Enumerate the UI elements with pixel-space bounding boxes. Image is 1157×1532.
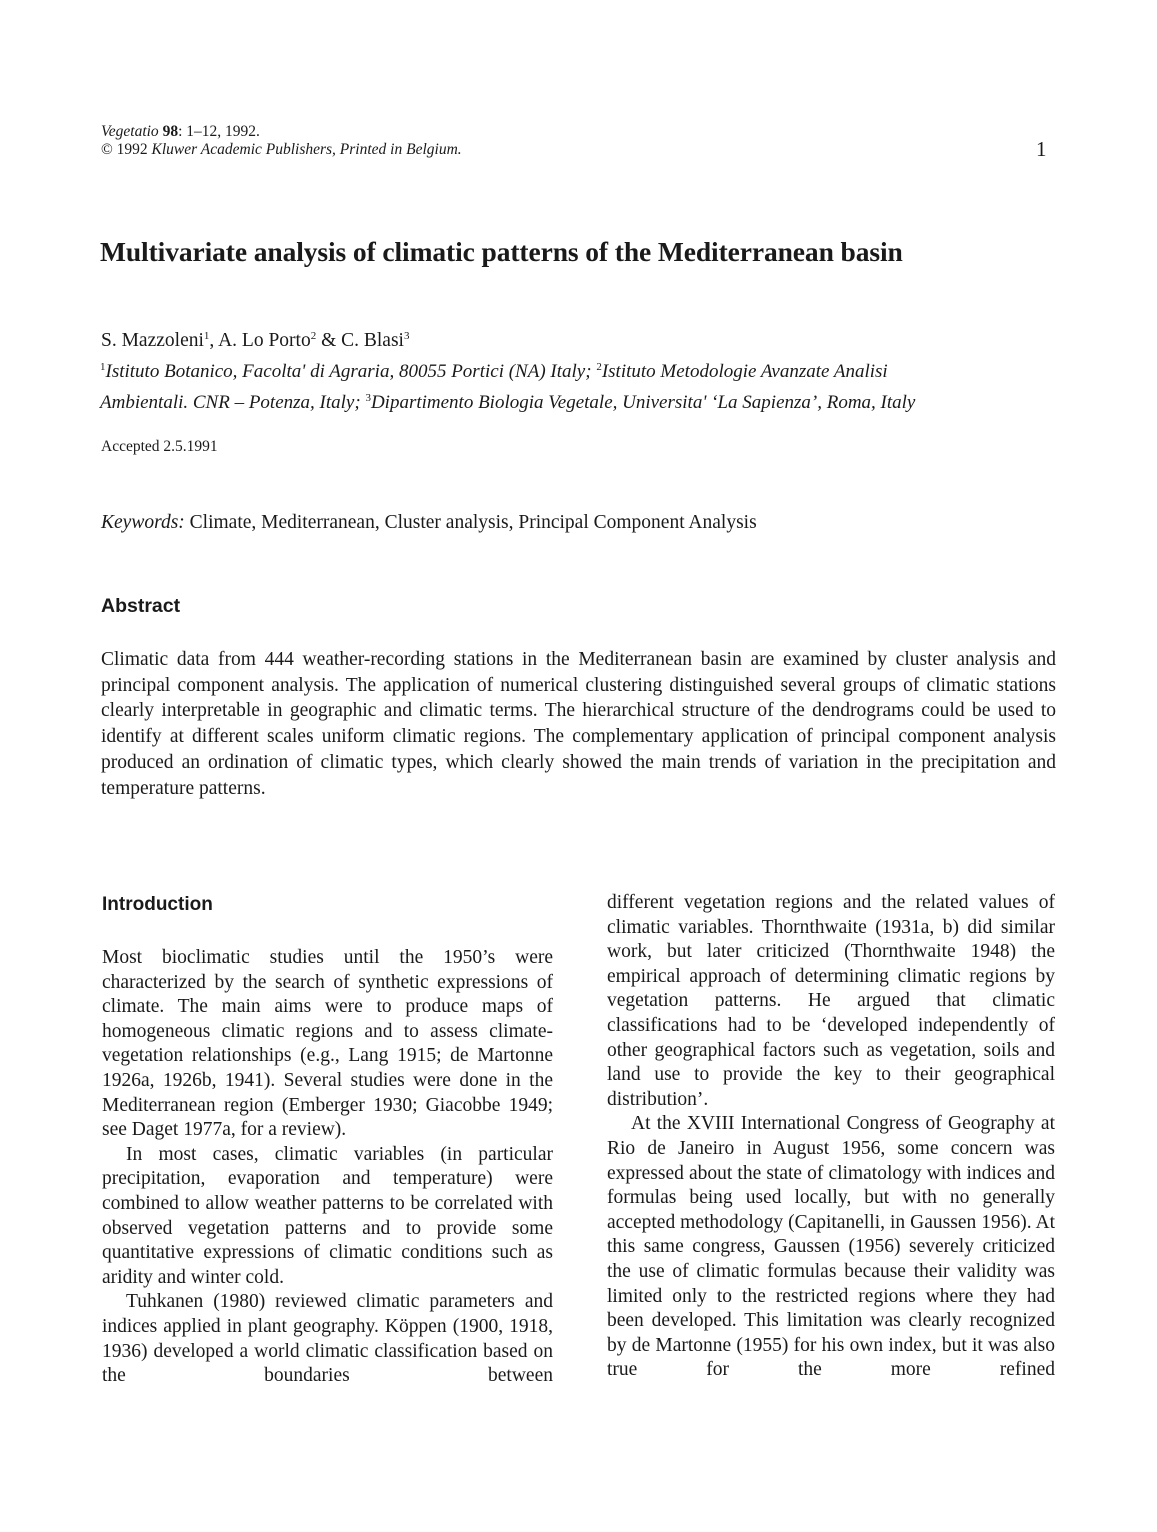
- keywords-label: Keywords:: [101, 512, 185, 533]
- affiliation-text: Istituto Botanico, Facolta' di Agraria, 80055 Portici (NA) Italy;: [105, 361, 597, 382]
- author-name: C. Blasi: [341, 330, 404, 351]
- author-affiliation-marker: 3: [403, 330, 410, 342]
- author-list: [101, 330, 409, 352]
- author-separator: &: [316, 330, 342, 351]
- keywords: [101, 512, 757, 534]
- author-affiliation-marker: 1: [203, 330, 210, 342]
- affiliation-marker: 2: [596, 361, 602, 373]
- affiliation-marker: 3: [365, 392, 371, 404]
- keywords-list: Climate, Mediterranean, Cluster analysis, Principal Component Analysis: [184, 512, 757, 533]
- abstract-heading: Abstract: [101, 595, 181, 617]
- journal-pages-year: : 1–12, 1992.: [178, 123, 260, 140]
- right-column: [607, 891, 1055, 1383]
- affiliation-text: Dipartimento Biologia Vegetale, Universita' ‘La Sapienza’, Roma, Italy: [370, 392, 916, 413]
- copyright-symbol: ©: [101, 141, 113, 158]
- paragraph: Tuhkanen (1980) reviewed climatic parameters and indices applied in plant geography. Köppen (1900, 1918, 1936) developed a world climatic classification based on the boundaries between: [102, 1291, 553, 1387]
- paragraph: In most cases, climatic variables (in particular precipitation, evaporation and temperature) were combined to allow weather patterns to be correlated with observed vegetation patterns and to provide some quantitative expressions of climatic conditions such as aridity and winter cold.: [102, 1143, 553, 1288]
- publisher: Kluwer Academic Publishers, Printed in Belgium.: [151, 141, 462, 158]
- author-separator: ,: [209, 330, 219, 351]
- journal-volume-line: [101, 123, 462, 141]
- paragraph: Most bioclimatic studies until the 1950’s were characterized by the search of synthetic expressions of climate. The main aims were to produce maps of homogeneous climatic regions and to assess climate-vegetation relationships (e.g., Lang 1915; de Martonne 1926a, 1926b, 1941). Several studies were done in the Mediterranean region (Emberger 1930; Giacobbe 1949; see Daget 1977a, for a review).: [102, 947, 553, 1141]
- section-heading: Introduction: [102, 894, 213, 915]
- affiliation-line: [100, 385, 1070, 416]
- copyright-line: [101, 141, 462, 159]
- abstract-text: Climatic data from 444 weather-recording stations in the Mediterranean basin are examined by cluster analysis and principal component analysis. The application of numerical clustering distinguished several groups of climatic stations clearly interpretable in geographic and climatic terms. The hierarchical structure of the dendrograms could be used to identify at different scales uniform climatic regions. The complementary application of principal component analysis produced an ordination of climatic types, which clearly showed the main trends of variation in the precipitation and temperature patterns.: [101, 649, 1056, 799]
- copyright-year: 1992: [112, 141, 152, 158]
- affiliations: [100, 354, 1070, 416]
- affiliation-text: Ambientali. CNR – Potenza, Italy;: [100, 392, 366, 413]
- journal-name: Vegetatio: [101, 123, 159, 140]
- left-column: [102, 946, 553, 1389]
- journal-volume: 98: [162, 123, 179, 140]
- author-affiliation-marker: 2: [310, 330, 317, 342]
- paper-title: Multivariate analysis of climatic patterns of the Mediterranean basin: [100, 236, 903, 267]
- affiliation-marker: 1: [100, 361, 106, 373]
- paragraph: At the XVIII International Congress of Geography at Rio de Janeiro in August 1956, some concern was expressed about the state of climatology with indices and formulas being used locally, but with no generally accepted methodology (Capitanelli, in Gaussen 1956). At this same congress, Gaussen (1956) severely criticized the use of climatic formulas because their validity was limited only to the restricted regions where they had been developed. This limitation was clearly recognized by de Martonne (1955) for his own index, but it was also true for the more refined: [607, 1113, 1055, 1381]
- journal-citation: [101, 123, 462, 159]
- paragraph: different vegetation regions and the related values of climatic variables. Thornthwaite (1931a, b) did similar work, but later criticized (Thornthwaite 1948) the empirical approach of determining climatic regions by vegetation patterns. He argued that climatic classifications had to be ‘developed independently of other geographical factors such as vegetation, soils and land use to provide the key to their geographical distribution’.: [607, 892, 1055, 1110]
- affiliation-line: [100, 354, 1070, 385]
- accepted-date: Accepted 2.5.1991: [101, 438, 218, 455]
- author-name: S. Mazzoleni: [101, 330, 204, 351]
- affiliation-text: Istituto Metodologie Avanzate Analisi: [601, 361, 888, 382]
- page-number: 1: [1036, 137, 1047, 161]
- author-name: A. Lo Porto: [218, 330, 311, 351]
